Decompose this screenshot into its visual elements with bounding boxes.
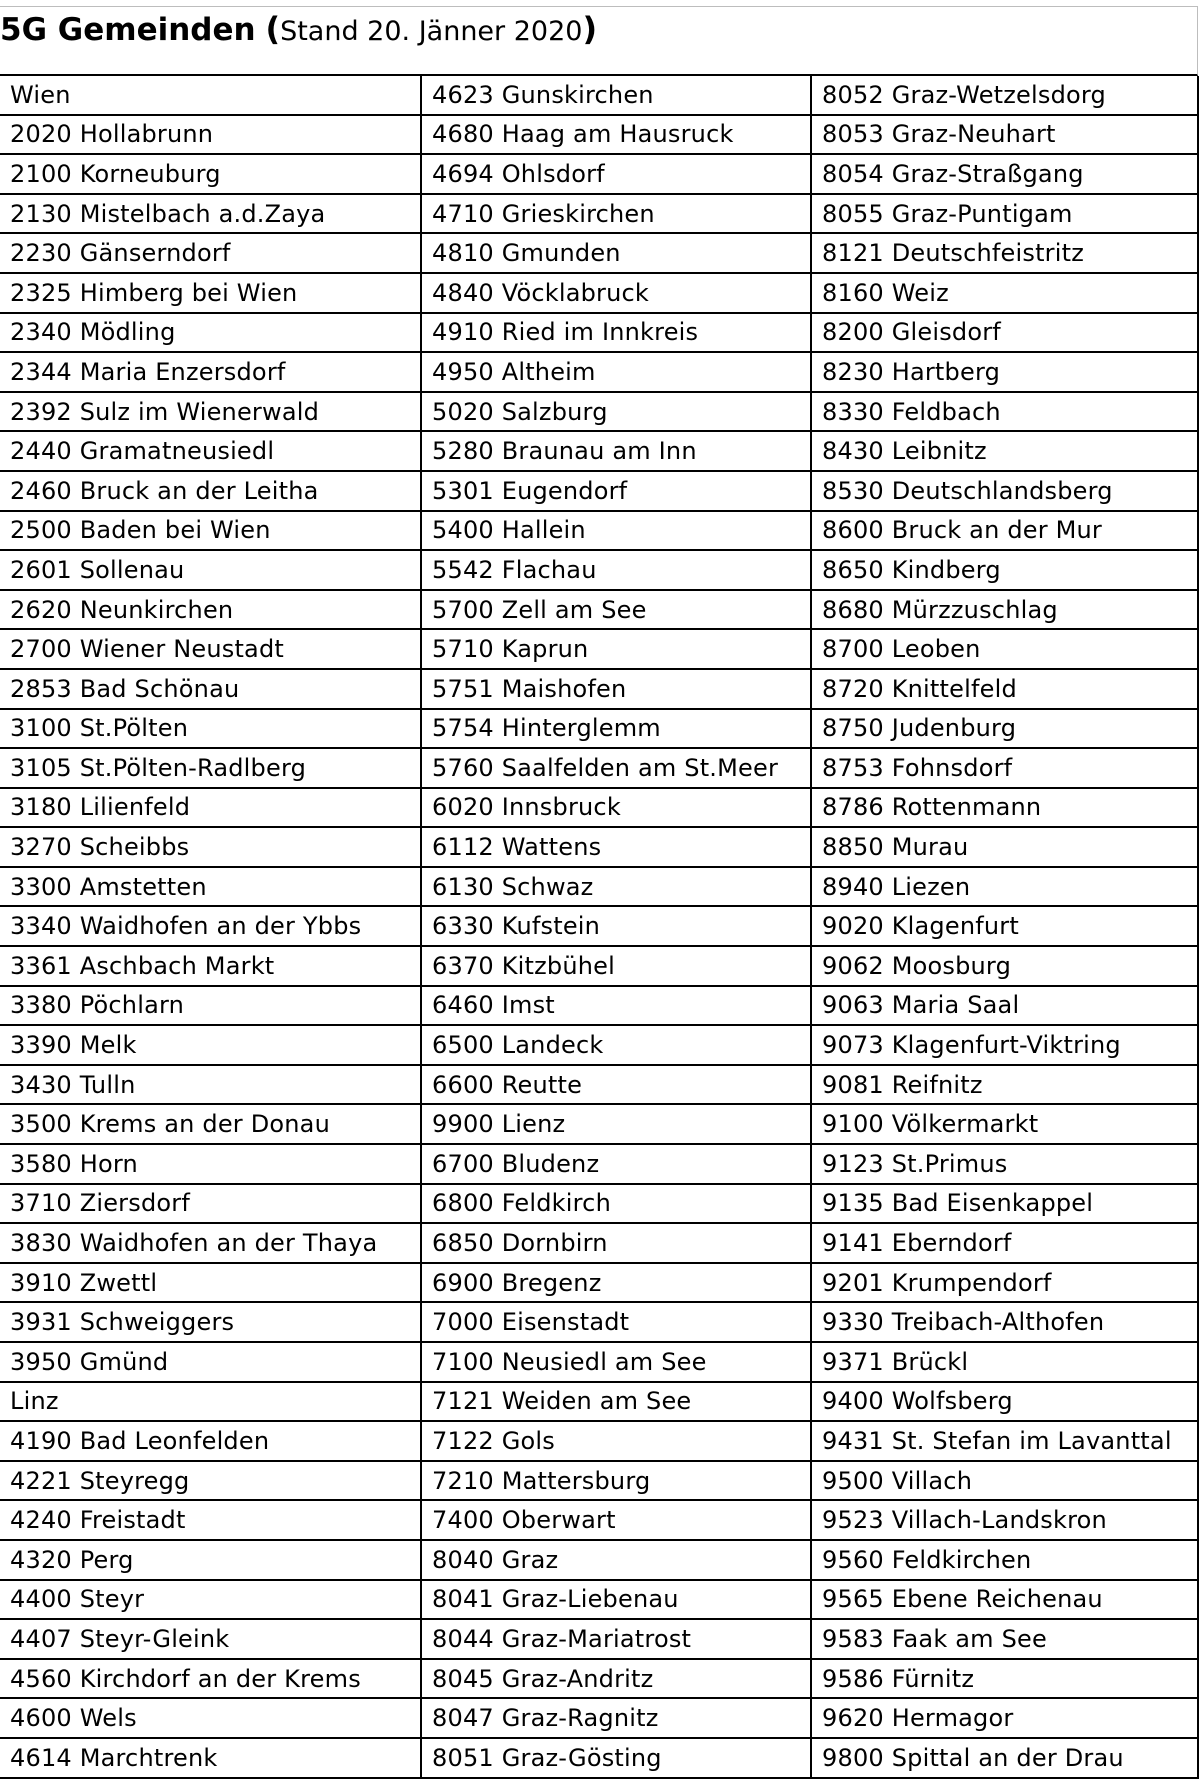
table-cell: 3500 Krems an der Donau (0, 1104, 421, 1144)
table-row (0, 511, 1198, 551)
table-cell: 5754 Hinterglemm (421, 709, 811, 749)
table-row (0, 1302, 1198, 1342)
table-cell: 9073 Klagenfurt-Viktring (811, 1025, 1198, 1065)
table-cell: 8850 Murau (811, 827, 1198, 867)
table-cell: 3931 Schweiggers (0, 1302, 421, 1342)
table-cell: 9330 Treibach-Althofen (811, 1302, 1198, 1342)
table-cell: 5542 Flachau (421, 550, 811, 590)
title-open-paren: ( (265, 10, 281, 48)
table-cell: 8200 Gleisdorf (811, 313, 1198, 353)
table-cell: 2620 Neunkirchen (0, 590, 421, 630)
table-cell: 2020 Hollabrunn (0, 115, 421, 155)
table-cell: 2344 Maria Enzersdorf (0, 352, 421, 392)
table-cell: 3100 St.Pölten (0, 709, 421, 749)
table-cell: 3300 Amstetten (0, 867, 421, 907)
table-cell: 4221 Steyregg (0, 1461, 421, 1501)
table-cell: 9900 Lienz (421, 1104, 811, 1144)
table-row (0, 788, 1198, 828)
table-row (0, 233, 1198, 273)
table-row (0, 115, 1198, 155)
municipality-table (0, 76, 1199, 1779)
table-cell: 3710 Ziersdorf (0, 1184, 421, 1224)
table-cell: 8750 Judenburg (811, 709, 1198, 749)
table-cell: 8051 Graz-Gösting (421, 1738, 811, 1778)
page-title (0, 9, 597, 52)
table-cell: 3340 Waidhofen an der Ybbs (0, 906, 421, 946)
table-cell: 3380 Pöchlarn (0, 986, 421, 1026)
table-row (0, 1144, 1198, 1184)
table-cell: 2100 Korneuburg (0, 154, 421, 194)
table-cell: 3950 Gmünd (0, 1342, 421, 1382)
table-row (0, 1342, 1198, 1382)
title-date: Stand 20. Jänner 2020 (280, 16, 583, 47)
table-cell: 4950 Altheim (421, 352, 811, 392)
table-row (0, 273, 1198, 313)
table-cell: 6330 Kufstein (421, 906, 811, 946)
table-cell: 7122 Gols (421, 1421, 811, 1461)
table-row (0, 669, 1198, 709)
table-cell: 2700 Wiener Neustadt (0, 629, 421, 669)
table-cell: 9081 Reifnitz (811, 1065, 1198, 1105)
table-cell: 9586 Fürnitz (811, 1659, 1198, 1699)
table-row (0, 431, 1198, 471)
table-cell: 6700 Bludenz (421, 1144, 811, 1184)
title-main: 5G Gemeinden (0, 12, 256, 48)
table-cell: 2853 Bad Schönau (0, 669, 421, 709)
table-cell: 5301 Eugendorf (421, 471, 811, 511)
table-cell: 7210 Mattersburg (421, 1461, 811, 1501)
table-cell: 9063 Maria Saal (811, 986, 1198, 1026)
table-row (0, 1619, 1198, 1659)
table-cell: 7121 Weiden am See (421, 1382, 811, 1422)
table-cell: 9062 Moosburg (811, 946, 1198, 986)
table-cell: 9020 Klagenfurt (811, 906, 1198, 946)
table-cell: 6460 Imst (421, 986, 811, 1026)
table-cell: 4560 Kirchdorf an der Krems (0, 1659, 421, 1699)
table-cell: 2230 Gänserndorf (0, 233, 421, 273)
table-cell: 2325 Himberg bei Wien (0, 273, 421, 313)
table-cell: 8600 Bruck an der Mur (811, 511, 1198, 551)
table-row (0, 1421, 1198, 1461)
table-row (0, 550, 1198, 590)
table-cell: 4810 Gmunden (421, 233, 811, 273)
table-cell: 9565 Ebene Reichenau (811, 1580, 1198, 1620)
table-cell: 6130 Schwaz (421, 867, 811, 907)
table-cell: 8044 Graz-Mariatrost (421, 1619, 811, 1659)
table-cell: 4400 Steyr (0, 1580, 421, 1620)
table-cell: 5280 Braunau am Inn (421, 431, 811, 471)
table-cell: 4680 Haag am Hausruck (421, 115, 811, 155)
table-cell: 6850 Dornbirn (421, 1223, 811, 1263)
table-row (0, 1382, 1198, 1422)
table-cell: 9523 Villach-Landskron (811, 1500, 1198, 1540)
table-row (0, 1540, 1198, 1580)
table-cell: 3105 St.Pölten-Radlberg (0, 748, 421, 788)
table-cell: 7100 Neusiedl am See (421, 1342, 811, 1382)
table-cell: 4910 Ried im Innkreis (421, 313, 811, 353)
table-row (0, 352, 1198, 392)
table-row (0, 1461, 1198, 1501)
table-cell: 9371 Brückl (811, 1342, 1198, 1382)
table-cell: 8720 Knittelfeld (811, 669, 1198, 709)
table-cell: 3390 Melk (0, 1025, 421, 1065)
table-cell: 9400 Wolfsberg (811, 1382, 1198, 1422)
table-cell: 8530 Deutschlandsberg (811, 471, 1198, 511)
table-cell: 4320 Perg (0, 1540, 421, 1580)
title-close-paren: ) (582, 10, 598, 48)
table-cell: 8055 Graz-Puntigam (811, 194, 1198, 234)
table-cell: Wien (0, 76, 421, 115)
table-cell: 3180 Lilienfeld (0, 788, 421, 828)
table-row (0, 590, 1198, 630)
table-row (0, 946, 1198, 986)
table-cell: 2601 Sollenau (0, 550, 421, 590)
table-cell: 6370 Kitzbühel (421, 946, 811, 986)
table-cell: 8700 Leoben (811, 629, 1198, 669)
table-cell: 4600 Wels (0, 1698, 421, 1738)
table-cell: 9583 Faak am See (811, 1619, 1198, 1659)
table-cell: 8650 Kindberg (811, 550, 1198, 590)
table-row (0, 1659, 1198, 1699)
table-cell: 8160 Weiz (811, 273, 1198, 313)
table-cell: 8121 Deutschfeistritz (811, 233, 1198, 273)
table-cell: 9800 Spittal an der Drau (811, 1738, 1198, 1778)
table-cell: 9123 St.Primus (811, 1144, 1198, 1184)
table-cell: 6500 Landeck (421, 1025, 811, 1065)
table-cell: 2392 Sulz im Wienerwald (0, 392, 421, 432)
table-cell: 8680 Mürzzuschlag (811, 590, 1198, 630)
title-box (0, 6, 1198, 76)
table-cell: 6020 Innsbruck (421, 788, 811, 828)
table-cell: 4240 Freistadt (0, 1500, 421, 1540)
table-row (0, 1263, 1198, 1303)
table-cell: 6800 Feldkirch (421, 1184, 811, 1224)
table-row (0, 1500, 1198, 1540)
table-cell: 4623 Gunskirchen (421, 76, 811, 115)
table-cell: 9135 Bad Eisenkappel (811, 1184, 1198, 1224)
table-cell: 8040 Graz (421, 1540, 811, 1580)
table-cell: 3430 Tulln (0, 1065, 421, 1105)
table-cell: 9431 St. Stefan im Lavanttal (811, 1421, 1198, 1461)
table-cell: 9500 Villach (811, 1461, 1198, 1501)
table-cell: 4694 Ohlsdorf (421, 154, 811, 194)
table-cell: 9141 Eberndorf (811, 1223, 1198, 1263)
table-row (0, 709, 1198, 749)
table-cell: 5760 Saalfelden am St.Meer (421, 748, 811, 788)
table-row (0, 827, 1198, 867)
table-row (0, 1698, 1198, 1738)
table-row (0, 154, 1198, 194)
table-row (0, 1738, 1198, 1778)
table-cell: 8330 Feldbach (811, 392, 1198, 432)
table-cell: 2460 Bruck an der Leitha (0, 471, 421, 511)
table-cell: 8430 Leibnitz (811, 431, 1198, 471)
table-cell: 5751 Maishofen (421, 669, 811, 709)
table-row (0, 1184, 1198, 1224)
table-row (0, 1065, 1198, 1105)
table-cell: 6900 Bregenz (421, 1263, 811, 1303)
table-cell: 4840 Vöcklabruck (421, 273, 811, 313)
table-cell: 4710 Grieskirchen (421, 194, 811, 234)
table-cell: 8054 Graz-Straßgang (811, 154, 1198, 194)
table-cell: 8041 Graz-Liebenau (421, 1580, 811, 1620)
table-cell: 4190 Bad Leonfelden (0, 1421, 421, 1461)
table-cell: 9201 Krumpendorf (811, 1263, 1198, 1303)
table-body (0, 76, 1198, 1778)
table-cell: 6600 Reutte (421, 1065, 811, 1105)
table-cell: 8052 Graz-Wetzelsdorg (811, 76, 1198, 115)
table-row (0, 629, 1198, 669)
table-row (0, 1223, 1198, 1263)
table-cell: 2130 Mistelbach a.d.Zaya (0, 194, 421, 234)
table-cell: 3910 Zwettl (0, 1263, 421, 1303)
table-row (0, 313, 1198, 353)
table-cell: 3830 Waidhofen an der Thaya (0, 1223, 421, 1263)
table-cell: 6112 Wattens (421, 827, 811, 867)
table-cell: 5700 Zell am See (421, 590, 811, 630)
table-cell: 8786 Rottenmann (811, 788, 1198, 828)
table-row (0, 1104, 1198, 1144)
table-cell: 2500 Baden bei Wien (0, 511, 421, 551)
table-cell: 8045 Graz-Andritz (421, 1659, 811, 1699)
table-cell: 2440 Gramatneusiedl (0, 431, 421, 471)
table-cell: 8753 Fohnsdorf (811, 748, 1198, 788)
table-cell: 5020 Salzburg (421, 392, 811, 432)
table-cell: 8940 Liezen (811, 867, 1198, 907)
table-cell: 9560 Feldkirchen (811, 1540, 1198, 1580)
table-cell: 8230 Hartberg (811, 352, 1198, 392)
table-cell: 8053 Graz-Neuhart (811, 115, 1198, 155)
table-cell: 9100 Völkermarkt (811, 1104, 1198, 1144)
table-cell: 4614 Marchtrenk (0, 1738, 421, 1778)
table-row (0, 748, 1198, 788)
table-row (0, 1025, 1198, 1065)
table-cell: 7000 Eisenstadt (421, 1302, 811, 1342)
table-row (0, 906, 1198, 946)
table-row (0, 867, 1198, 907)
table-cell: 9620 Hermagor (811, 1698, 1198, 1738)
table-cell: 3580 Horn (0, 1144, 421, 1184)
table-cell: 5710 Kaprun (421, 629, 811, 669)
table-row (0, 1580, 1198, 1620)
table-cell: 3361 Aschbach Markt (0, 946, 421, 986)
table-cell: 3270 Scheibbs (0, 827, 421, 867)
table-cell: Linz (0, 1382, 421, 1422)
document (0, 6, 1198, 1779)
table-cell: 5400 Hallein (421, 511, 811, 551)
table-row (0, 471, 1198, 511)
table-row (0, 986, 1198, 1026)
table-row (0, 194, 1198, 234)
table-cell: 8047 Graz-Ragnitz (421, 1698, 811, 1738)
table-cell: 2340 Mödling (0, 313, 421, 353)
table-cell: 4407 Steyr-Gleink (0, 1619, 421, 1659)
table-row (0, 392, 1198, 432)
table-cell: 7400 Oberwart (421, 1500, 811, 1540)
table-row (0, 76, 1198, 115)
